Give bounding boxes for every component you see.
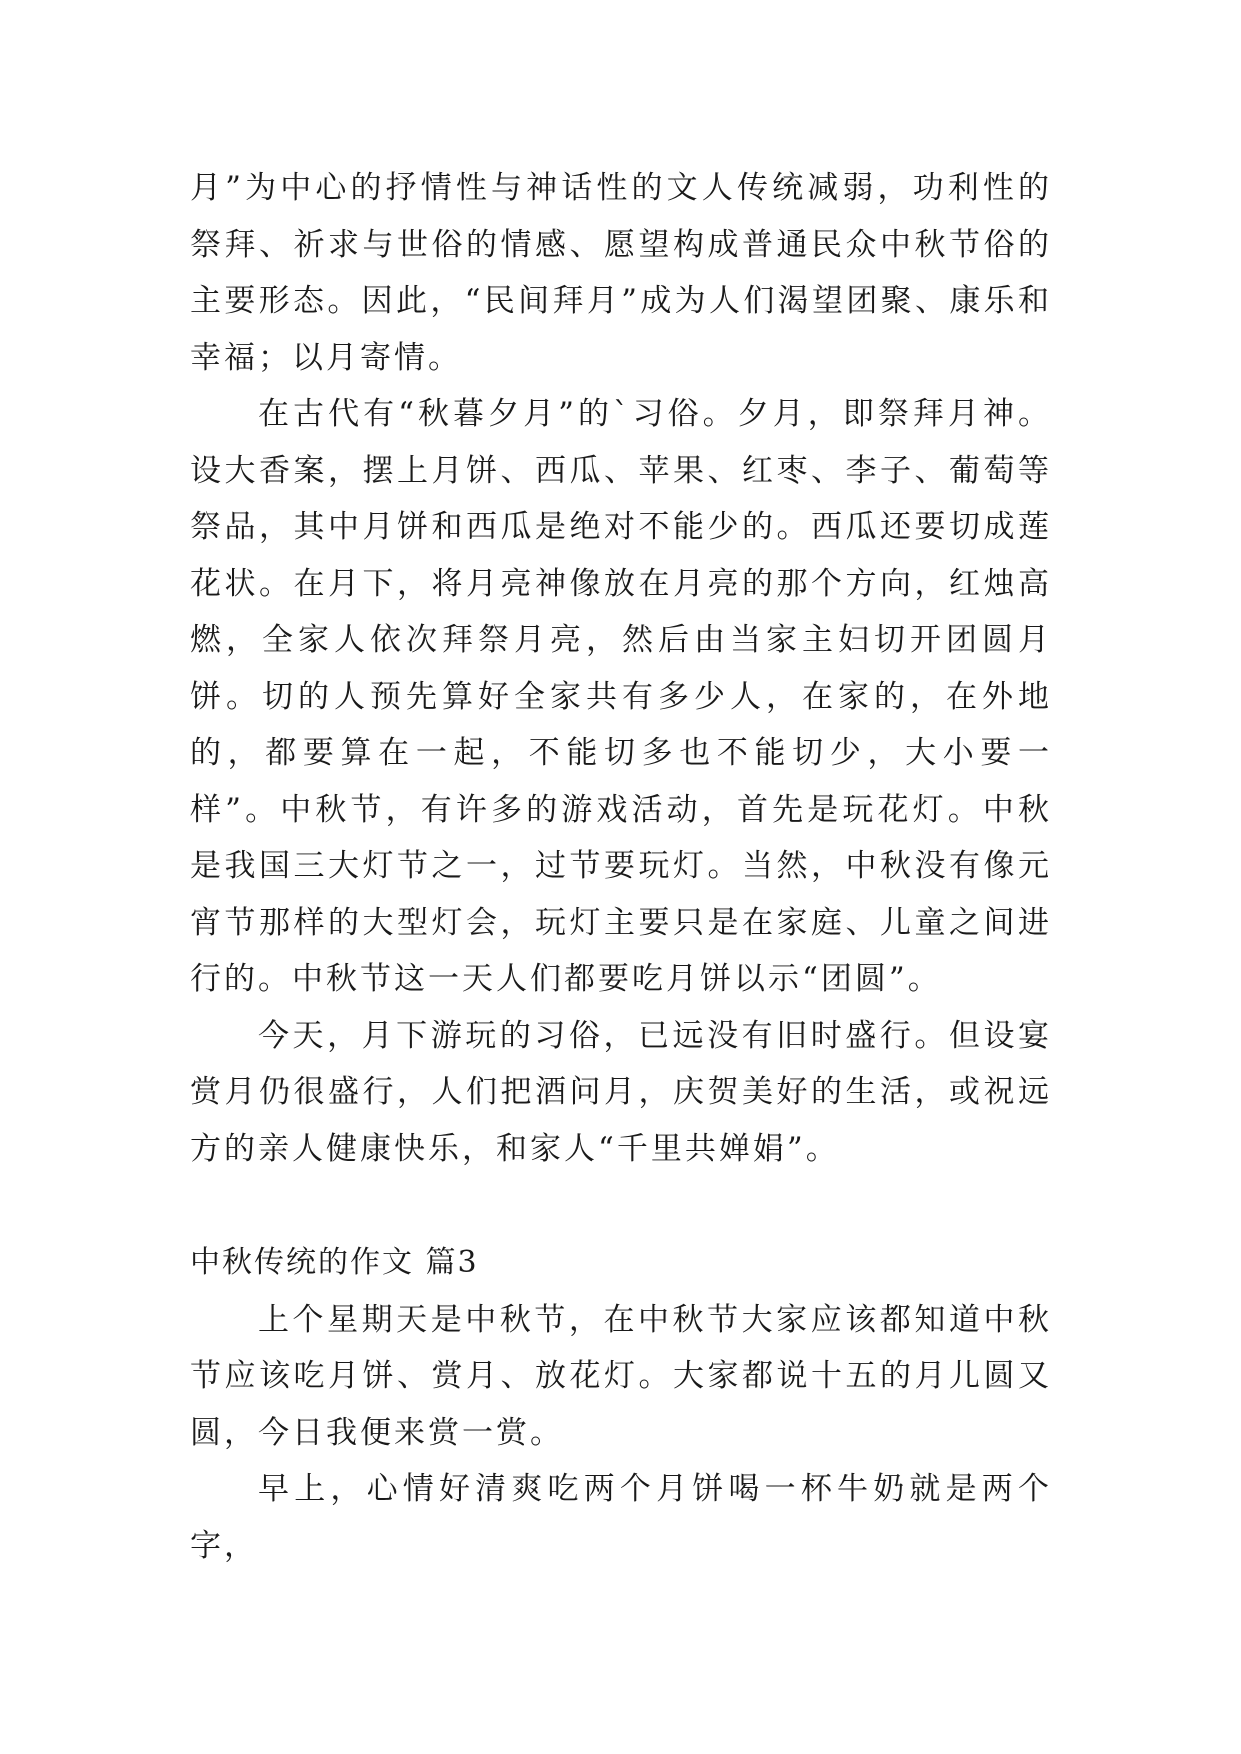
paragraph-5: 早上，心情好清爽吃两个月饼喝一杯牛奶就是两个字， (190, 1471, 1052, 1564)
paragraph-4: 上个星期天是中秋节，在中秋节大家应该都知道中秋节应该吃月饼、赏月、放花灯。大家都说十五的月儿圆又圆，今日我便来赏一赏。 (190, 1301, 1052, 1451)
paragraph-1: 月”为中心的抒情性与神话性的文人传统减弱，功利性的祭拜、祈求与世俗的情感、愿望构成普通民众中秋节俗的主要形态。因此，“民间拜月”成为人们渴望团聚、康乐和幸福；以月寄情。 (190, 170, 1052, 376)
paragraph-2: 在古代有“秋暮夕月”的`习俗。夕月，即祭拜月神。设大香案，摆上月饼、西瓜、苹果、红枣、李子、葡萄等祭品，其中月饼和西瓜是绝对不能少的。西瓜还要切成莲花状。在月下，将月亮神像放在月亮的那个方向，红烛高燃，全家人依次拜祭月亮，然后由当家主妇切开团圆月饼。切的人预先算好全家共有多少人，在家的，在外地的，都要算在一起，不能切多也不能切少，大小要一样”。中秋节，有许多的游戏活动，首先是玩花灯。中秋是我国三大灯节之一，过节要玩灯。当然，中秋没有像元宵节那样的大型灯会，玩灯主要只是在家庭、儿童之间进行的。中秋节这一天人们都要吃月饼以示“团圆”。 (190, 396, 1052, 997)
paragraph-3: 今天，月下游玩的习俗，已远没有旧时盛行。但设宴赏月仍很盛行，人们把酒问月，庆贺美好的生活，或祝远方的亲人健康快乐，和家人“千里共婵娟”。 (190, 1017, 1052, 1167)
document-body (190, 160, 1052, 1574)
section-spacer (190, 1177, 1052, 1235)
section-title: 中秋传统的作文 篇3 (190, 1245, 479, 1280)
